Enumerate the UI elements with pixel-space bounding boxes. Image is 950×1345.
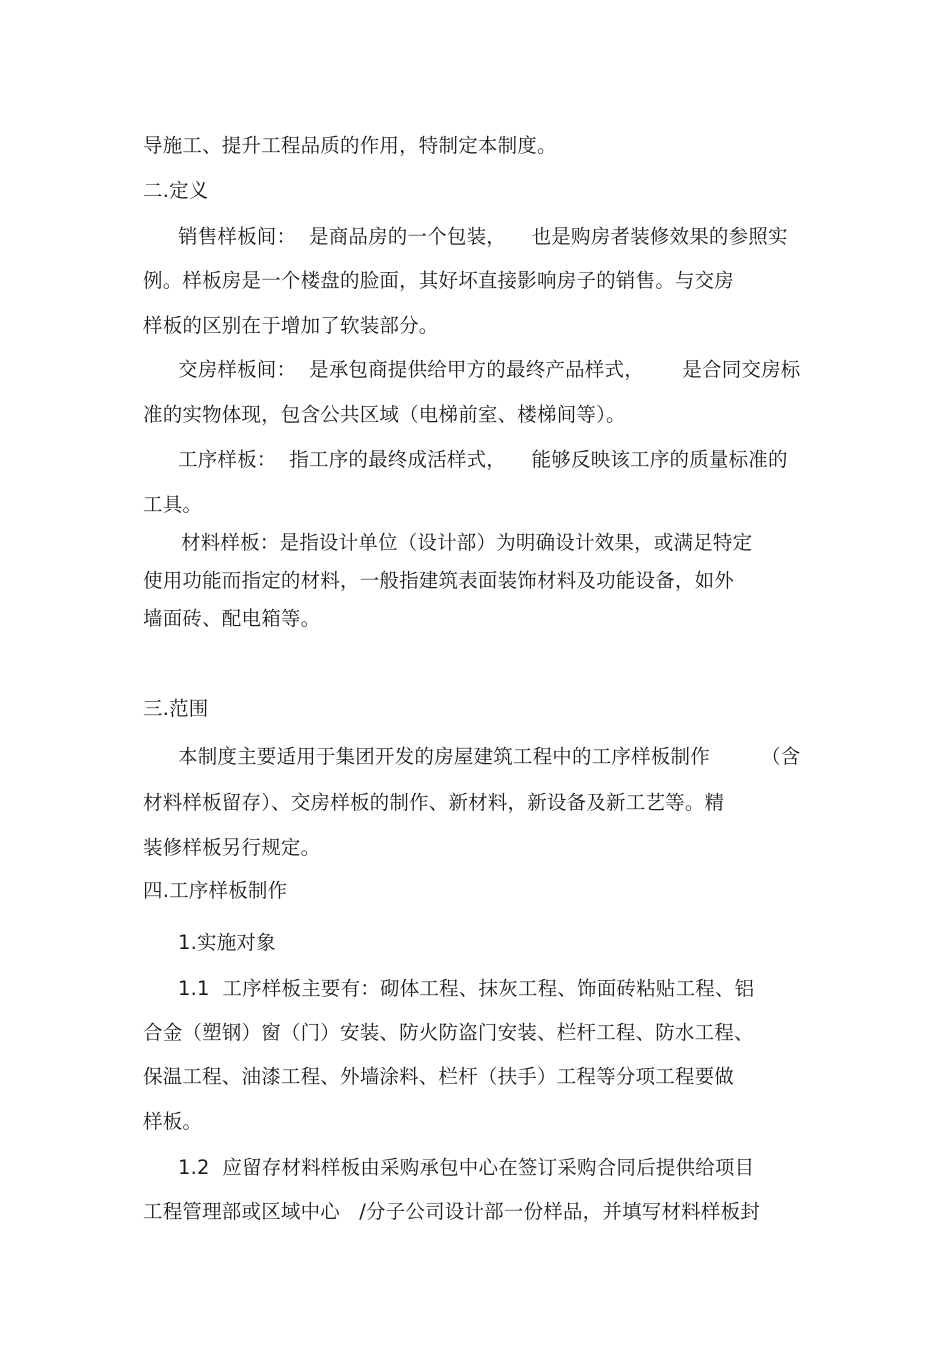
text-line: 准的实物体现，包含公共区域（电梯前室、楼梯间等）。: [143, 403, 626, 426]
text-line: 工程管理部或区域中心 /分子公司设计部一份样品，并填写材料样板封: [143, 1200, 760, 1223]
text-line: 交房样板间： 是承包商提供给甲方的最终产品样式， 是合同交房标: [178, 358, 801, 381]
text-line: 1.2 应留存材料样板由采购承包中心在签订采购合同后提供给项目: [178, 1156, 755, 1179]
section-heading-definition: 二.定义: [143, 179, 209, 202]
text-line: 工具。: [143, 493, 203, 516]
text-line: 材料样板留存）、交房样板的制作、新材料，新设备及新工艺等。精: [143, 791, 725, 814]
section-heading-process-sample: 四.工序样板制作: [143, 879, 288, 902]
text-line: 墙面砖、配电箱等。: [143, 607, 321, 630]
text-line: 工序样板： 指工序的最终成活样式， 能够反映该工序的质量标准的: [178, 448, 788, 471]
text-line: 样板。: [143, 1110, 203, 1133]
text-line: 装修样板另行规定。: [143, 836, 321, 859]
text-line: 保温工程、油漆工程、外墙涂料、栏杆（扶手）工程等分项工程要做: [143, 1065, 735, 1088]
text-line: 例。样板房是一个楼盘的脸面，其好坏直接影响房子的销售。与交房: [143, 269, 735, 292]
text-line: 合金（塑钢）窗（门）安装、防火防盗门安装、栏杆工程、防水工程、: [143, 1021, 754, 1044]
text-line: 1.1 工序样板主要有：砌体工程、抹灰工程、饰面砖粘贴工程、铝: [178, 977, 755, 1000]
text-line: 本制度主要适用于集团开发的房屋建筑工程中的工序样板制作 （含: [178, 745, 801, 768]
text-line: 使用功能而指定的材料，一般指建筑表面装饰材料及功能设备，如外: [143, 569, 735, 592]
text-line: 导施工、提升工程品质的作用，特制定本制度。: [143, 134, 557, 157]
text-line: 材料样板：是指设计单位（设计部）为明确设计效果，或满足特定: [181, 531, 753, 554]
subheading: 1.实施对象: [178, 931, 276, 954]
text-line: 样板的区别在于增加了软装部分。: [143, 314, 439, 337]
text-line: 销售样板间： 是商品房的一个包装， 也是购房者装修效果的参照实: [178, 225, 788, 248]
section-heading-scope: 三.范围: [143, 697, 209, 720]
